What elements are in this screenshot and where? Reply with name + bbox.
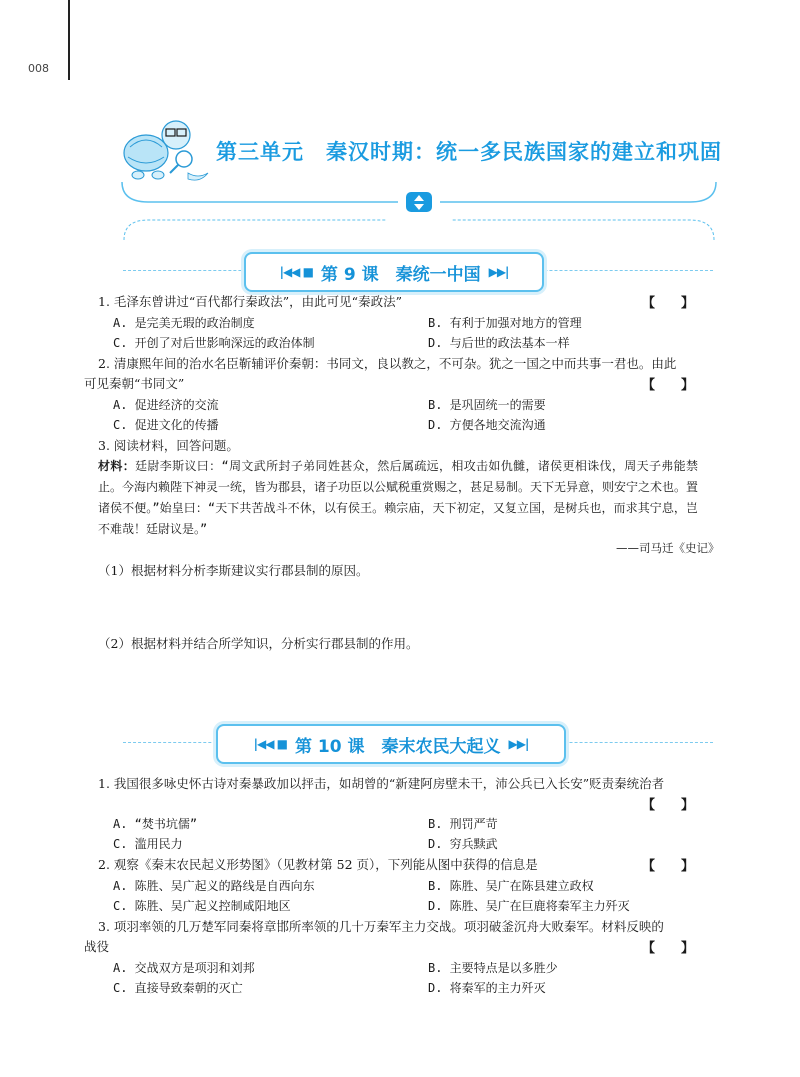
- l10-q1-option-d[interactable]: D. 穷兵黩武: [428, 837, 498, 851]
- l9-q1-option-a[interactable]: A. 是完美无瑕的政治制度: [113, 316, 255, 330]
- l9-q1-stem: 1. 毛泽东曾讲过“百代都行秦政法”，由此可见“秦政法”: [98, 294, 402, 309]
- l9-q3-source: ——司马迁《史记》: [616, 541, 720, 555]
- l9-q2-option-a[interactable]: A. 促进经济的交流: [113, 398, 219, 412]
- l10-q3-option-b[interactable]: B. 主要特点是以多胜少: [428, 961, 558, 975]
- l10-q3-stem: 3. 项羽率领的几万楚军同秦将章邯所率领的几十万秦军主力交战。项羽破釜沉舟大败秦军。材料反映的: [98, 919, 664, 934]
- l10-q2-option-b[interactable]: B. 陈胜、吴广在陈县建立政权: [428, 879, 594, 893]
- skip-back-icon: |◀◀ ■: [279, 265, 313, 279]
- lesson9-header: [244, 252, 544, 292]
- l9-q1-option-d[interactable]: D. 与后世的政法基本一样: [428, 336, 570, 350]
- unit-title: 第三单元 秦汉时期：统一多民族国家的建立和巩固: [216, 140, 722, 164]
- l9-q2-option-d[interactable]: D. 方便各地交流沟通: [428, 418, 546, 432]
- lesson9-title: 第 9 课 秦统一中国: [320, 264, 481, 285]
- l9-q3-sub2: （2）根据材料并结合所学知识，分析实行郡县制的作用。: [98, 636, 419, 651]
- lesson10-title: 第 10 课 秦末农民大起义: [295, 736, 501, 757]
- l10-q2-option-c[interactable]: C. 陈胜、吴广起义控制咸阳地区: [113, 899, 291, 913]
- turtle-mascot-icon: [118, 113, 214, 187]
- lesson10-header: [216, 724, 566, 764]
- l10-q3-option-d[interactable]: D. 将秦军的主力歼灭: [428, 981, 546, 995]
- l9-q2-stem-cont: 可见秦朝“书同文”: [84, 376, 185, 391]
- l10-q3-option-c[interactable]: C. 直接导致秦朝的灭亡: [113, 981, 243, 995]
- l10-q2-option-d[interactable]: D. 陈胜、吴广在巨鹿将秦军主力歼灭: [428, 899, 630, 913]
- l9-q1-answer-bracket[interactable]: 【 】: [642, 296, 695, 311]
- l10-q2-answer-bracket[interactable]: 【 】: [642, 859, 695, 874]
- skip-back-icon: |◀◀ ■: [253, 737, 287, 751]
- l9-q2-option-b[interactable]: B. 是巩固统一的需要: [428, 398, 546, 412]
- l9-q2-stem: 2. 清康熙年间的治水名臣靳辅评价秦朝：书同文，良以教之，不可杂。犹之一国之中而共事一君也。由此: [98, 356, 677, 371]
- l9-q2-option-c[interactable]: C. 促进文化的传播: [113, 418, 219, 432]
- l9-q1-option-c[interactable]: C. 开创了对后世影响深远的政治体制: [113, 336, 315, 350]
- skip-forward-icon: ▶▶|: [488, 265, 509, 279]
- material-label: 材料：: [98, 459, 136, 473]
- l9-q2-answer-bracket[interactable]: 【 】: [642, 378, 695, 393]
- l10-q3-answer-bracket[interactable]: 【 】: [642, 941, 695, 956]
- l10-q1-option-a[interactable]: A. “焚书坑儒”: [113, 817, 198, 831]
- l10-q1-answer-bracket[interactable]: 【 】: [642, 798, 695, 813]
- l10-q1-option-c[interactable]: C. 滥用民力: [113, 837, 183, 851]
- unit-banner-decoration: [118, 180, 720, 246]
- header-rule: [68, 0, 70, 80]
- l10-q2-stem: 2. 观察《秦末农民起义形势图》（见教材第 52 页），下列能从图中获得的信息是: [98, 857, 538, 872]
- l10-q1-option-b[interactable]: B. 刑罚严苛: [428, 817, 498, 831]
- l10-q2-option-a[interactable]: A. 陈胜、吴广起义的路线是自西向东: [113, 879, 315, 893]
- l10-q3-stem-cont: 战役: [84, 939, 110, 954]
- l9-q3-material: [98, 456, 698, 540]
- skip-forward-icon: ▶▶|: [508, 737, 529, 751]
- l10-q1-stem: 1. 我国很多咏史怀古诗对秦暴政加以抨击，如胡曾的“新建阿房壁未干，沛公兵已入长安”贬责秦统治者: [98, 776, 665, 791]
- l9-q3-stem: 3. 阅读材料，回答问题。: [98, 438, 239, 453]
- page-number: 008: [28, 62, 49, 75]
- l10-q3-option-a[interactable]: A. 交战双方是项羽和刘邦: [113, 961, 255, 975]
- l9-q1-option-b[interactable]: B. 有利于加强对地方的管理: [428, 316, 582, 330]
- l9-q3-sub1: （1）根据材料分析李斯建议实行郡县制的原因。: [98, 563, 369, 578]
- material-text: 廷尉李斯议曰：“周文武所封子弟同姓甚众，然后属疏远，相攻击如仇雠，诸侯更相诛伐，周天子弗能禁止。今海内赖陛下神灵一统，皆为郡县，诸子功臣以公赋税重赏赐之，甚足易制。天下无异意，则安宁之术也。置诸侯不便。”始皇曰：“天下共苦战斗不休，以有侯王。赖宗庙，天下初定，又复立国，是树兵也，而求其宁息，岂不难哉！廷尉议是。”: [98, 459, 699, 536]
